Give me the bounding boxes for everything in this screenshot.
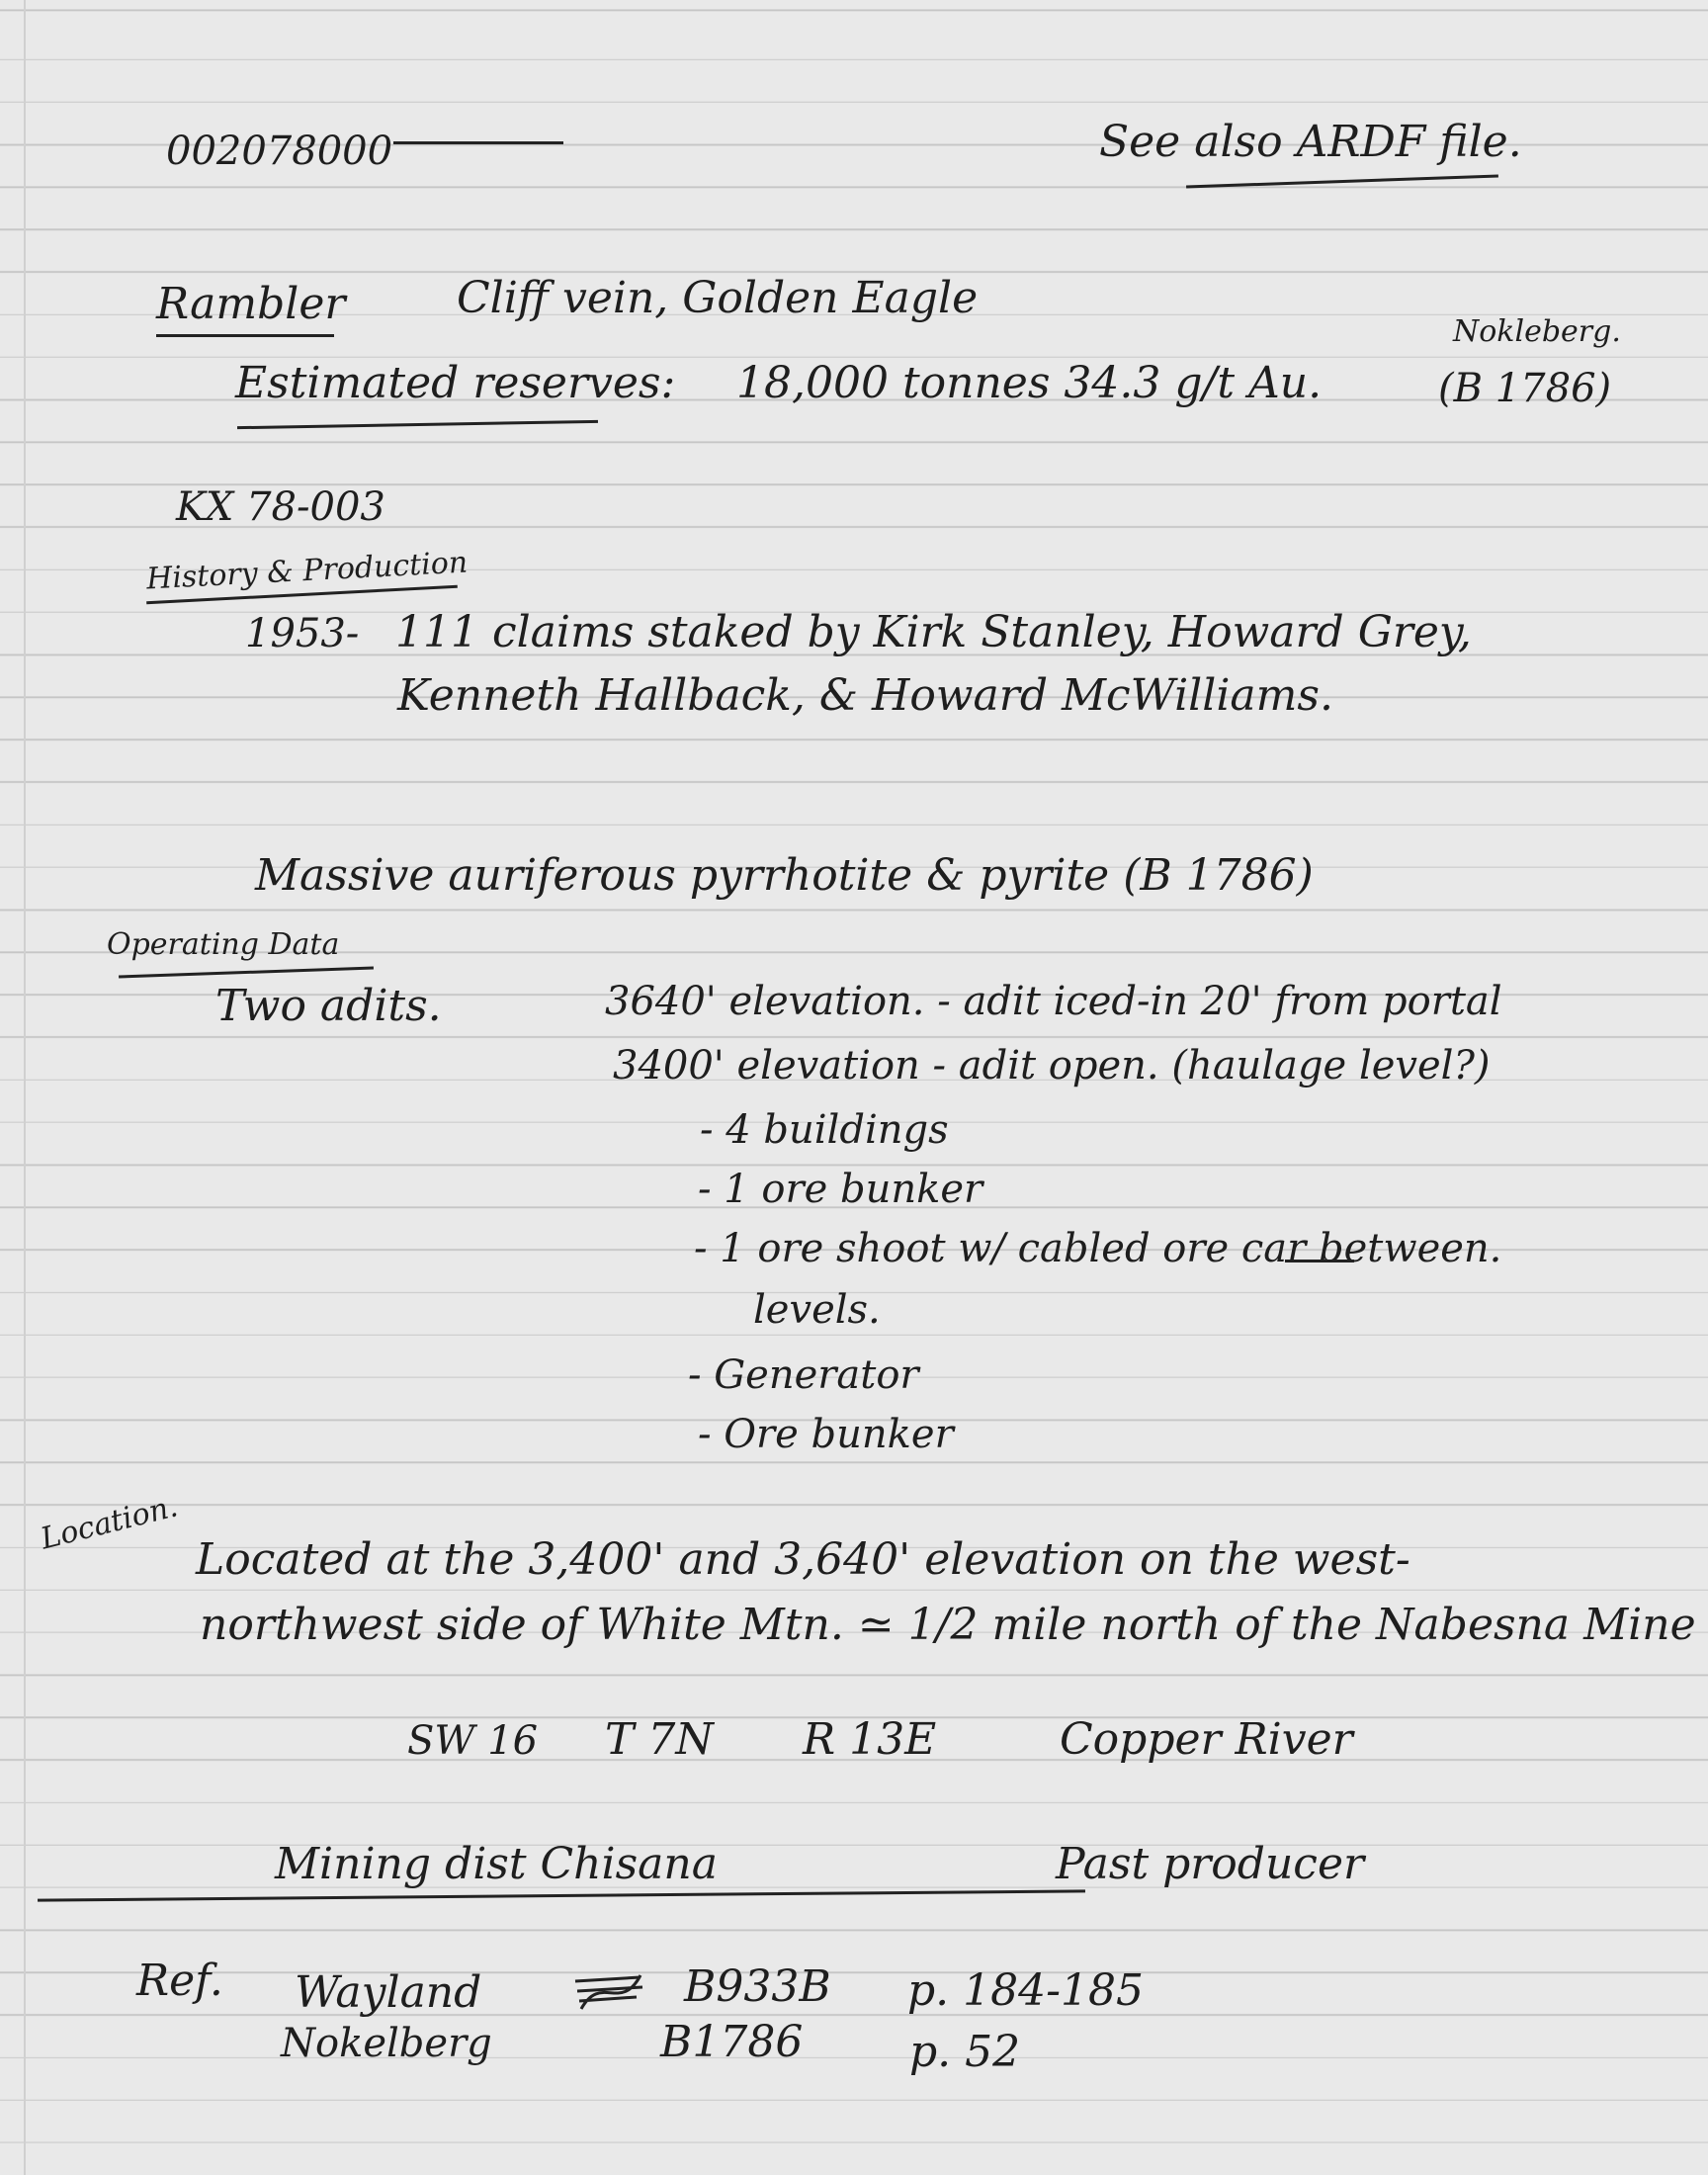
adit-lower: 3400' elevation - adit open. (haulage level?) [613, 1043, 1491, 1088]
see-also-underline [1186, 174, 1498, 188]
reference-code: B1786 [660, 2017, 804, 2067]
reserves-value: 18,000 tonnes 34.3 g/t Au. [736, 358, 1323, 408]
facility-item: - Ore bunker [698, 1412, 954, 1457]
deposit-name-underline [156, 334, 334, 337]
facility-item: - 4 buildings [700, 1107, 949, 1153]
reference-code: B933B [684, 1961, 831, 2012]
mining-district: Mining dist Chisana [275, 1839, 718, 1889]
facility-item: - 1 ore bunker [698, 1167, 983, 1212]
scribble-mark [571, 1969, 646, 2013]
see-also-note: See also ARDF file. [1099, 117, 1522, 167]
location-heading: Location. [37, 1489, 182, 1557]
history-line-1: 111 claims staked by Kirk Stanley, Howard Grey, [395, 607, 1472, 657]
location-line-1: Located at the 3,400' and 3,640' elevation on the west- [196, 1534, 1410, 1585]
deposit-aliases: Cliff vein, Golden Eagle [457, 273, 979, 323]
adits-label: Two adits. [215, 981, 442, 1031]
reference-author: Nokelberg [281, 2021, 492, 2066]
history-line-2: Kenneth Hallback, & Howard McWilliams. [397, 670, 1333, 721]
history-heading: History & Production [145, 545, 469, 597]
township-t: T 7N [605, 1714, 714, 1765]
township-r: R 13E [803, 1714, 937, 1765]
operating-underline [119, 966, 374, 978]
references-label: Ref. [136, 1956, 223, 2006]
reference-pages: p. 52 [909, 2027, 1021, 2077]
facility-item: levels. [753, 1287, 881, 1333]
strikethrough-mark [1285, 1260, 1354, 1262]
kx-number: KX 78-003 [176, 484, 385, 530]
district-divider [38, 1889, 1085, 1901]
township-section: SW 16 [407, 1718, 539, 1764]
geology-description: Massive auriferous pyrrhotite & pyrite (B 1786) [255, 850, 1314, 901]
reserves-label: Estimated reserves: [235, 358, 676, 408]
operating-heading: Operating Data [107, 927, 340, 962]
history-year: 1953- [245, 611, 360, 656]
reference-author: Wayland [295, 1967, 482, 2018]
record-id-underline [393, 141, 563, 144]
deposit-name: Rambler [156, 279, 346, 329]
author-note: Nokleberg. [1453, 314, 1621, 349]
facility-item: - Generator [688, 1352, 919, 1398]
reference-pages: p. 184-185 [907, 1965, 1144, 2016]
facility-item: - 1 ore shoot w/ cabled ore car between. [694, 1226, 1502, 1271]
location-line-2: northwest side of White Mtn. ≃ 1/2 mile north of the Nabesna Mine [200, 1600, 1696, 1650]
record-id: 002078000 [166, 129, 393, 174]
reserves-reference: (B 1786) [1438, 366, 1612, 411]
page-edge-line [24, 0, 26, 2175]
meridian: Copper River [1060, 1714, 1353, 1765]
adit-upper: 3640' elevation. - adit iced-in 20' from portal [605, 979, 1502, 1024]
production-status: Past producer [1056, 1839, 1365, 1889]
reserves-underline [237, 420, 598, 429]
